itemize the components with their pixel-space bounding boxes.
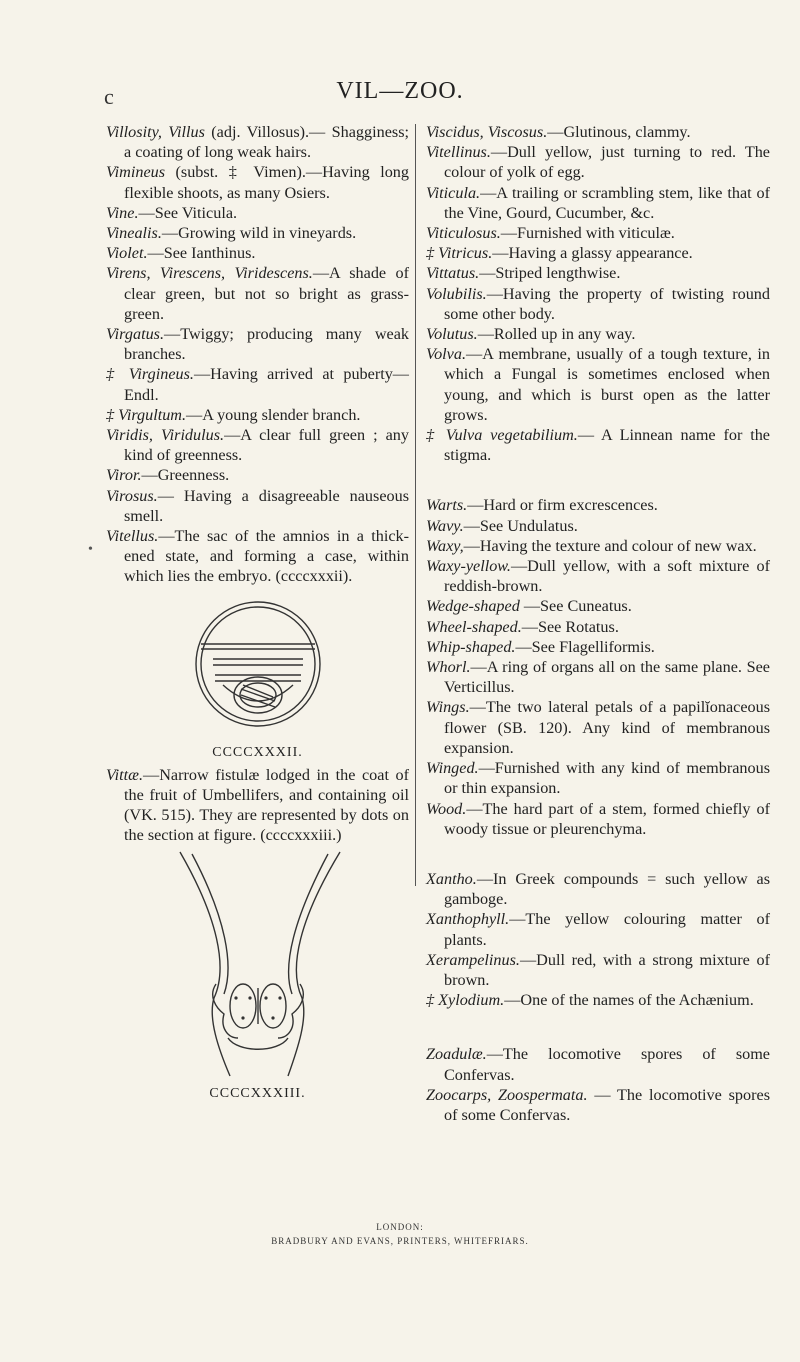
dictionary-entry (426, 516, 770, 536)
dictionary-entry (426, 909, 770, 949)
entry-headword: Xerampelinus. (426, 950, 520, 969)
dictionary-entry (426, 263, 770, 283)
dictionary-entry (426, 425, 770, 465)
dictionary-entry (426, 637, 770, 657)
entry-definition: —One of the names of the Achænium. (504, 991, 754, 1010)
running-head: VIL—ZOO. (336, 78, 464, 104)
entry-headword: Volva. (426, 345, 467, 364)
entry-definition: —Hard or firm excrescences. (467, 496, 658, 515)
column-rule (415, 124, 416, 886)
entry-headword: Wedge-shaped (426, 597, 520, 616)
dictionary-entry (426, 596, 770, 616)
entry-definition: — The locomotive spores of some Confervas. (444, 1085, 770, 1124)
right-group-z (426, 1044, 770, 1125)
right-group-w (426, 495, 770, 838)
dictionary-entry (426, 617, 770, 637)
entry-headword: Viticulosus. (426, 224, 501, 243)
dictionary-entry (106, 223, 409, 243)
dictionary-entry (426, 990, 770, 1010)
entry-definition: —See Undulatus. (463, 516, 578, 535)
entry-definition: —Having arrived at puberty—Endl. (124, 365, 409, 404)
dictionary-entry (106, 122, 409, 162)
entry-headword: Vittæ. (106, 765, 144, 784)
entry-definition: —The hard part of a stem, formed chiefly of woody tissue or pleurenchyma. (444, 799, 770, 838)
dictionary-entry (426, 223, 770, 243)
dictionary-entry (106, 526, 409, 587)
right-column (426, 122, 770, 1125)
entry-definition: (adj. Villosus).— Shagginess; a coating of long weak hairs. (124, 123, 409, 162)
entry-definition: —Dull yellow, with a soft mixture of reddish-brown. (444, 557, 770, 596)
entry-definition: —The yellow colouring matter of plants. (444, 910, 770, 949)
dictionary-entry (426, 556, 770, 596)
entry-definition: —A shade of clear green, but not so bright as grass-green. (124, 264, 409, 323)
figure-caption-ccccxxxiii: CCCCXXXIII. (209, 1085, 306, 1101)
dictionary-entry (426, 284, 770, 324)
entry-definition: —The locomotive spores of some Confervas. (444, 1045, 770, 1084)
dictionary-entry (426, 869, 770, 909)
entry-definition: —Greenness. (141, 466, 230, 485)
entry-headword: Whorl. (426, 658, 471, 677)
entry-headword: Viror. (106, 466, 142, 485)
left-entries-b (106, 765, 409, 846)
entry-definition: —See Cuneatus. (519, 597, 632, 616)
entry-headword: Wavy. (426, 516, 464, 535)
entry-headword: Warts. (426, 496, 468, 515)
dictionary-entry (106, 425, 409, 465)
entry-definition: — Having a disagreeable nauseous smell. (124, 486, 409, 525)
entry-definition: — A Linnean name for the stigma. (444, 426, 770, 465)
dictionary-entry (106, 405, 409, 425)
umbellifer-fruit-section-illustration (168, 848, 348, 1080)
entry-definition: —Dull red, with a strong mixture of brown. (444, 950, 770, 989)
page-letter: c (104, 84, 114, 109)
left-entries-a (106, 122, 409, 587)
entry-headword: Viticula. (426, 183, 481, 202)
entry-headword: ‡ Virgultum. (106, 405, 187, 424)
dictionary-entry (426, 183, 770, 223)
entry-headword: Vinealis. (106, 224, 162, 243)
entry-headword: Vitellus. (106, 527, 159, 546)
dictionary-entry (426, 657, 770, 697)
left-column (106, 122, 409, 1106)
dictionary-entry (426, 950, 770, 990)
entry-definition: —Furnished with viticulæ. (500, 224, 675, 243)
dictionary-entry (426, 536, 770, 556)
entry-definition: —Twiggy; producing many weak branches. (124, 325, 409, 364)
entry-headword: Virgatus. (106, 325, 165, 344)
imprint-city: LONDON: (376, 1222, 424, 1232)
entry-definition: —A ring of organs all on the same plane. See Verticillus. (444, 658, 770, 697)
entry-definition: —A young slender branch. (186, 405, 361, 424)
entry-definition: —In Greek compounds = such yellow as gamboge. (444, 869, 770, 909)
entry-definition: —See Ianthinus. (147, 244, 256, 263)
dictionary-entry (106, 765, 409, 846)
dictionary-entry (106, 203, 409, 223)
entry-headword: Volubilis. (426, 284, 487, 303)
entry-headword: Xantho. (426, 869, 477, 888)
dictionary-entry (426, 1085, 770, 1125)
entry-headword: Zoadulæ. (426, 1045, 487, 1064)
dictionary-entry (106, 486, 409, 526)
entry-headword: Vine. (106, 203, 139, 222)
entry-definition: —Rolled up in any way. (477, 325, 636, 344)
dictionary-entry (426, 697, 770, 758)
entry-definition: —See Viticula. (138, 203, 238, 222)
entry-definition: —A clear full green ; any kind of greenness. (124, 426, 409, 465)
dictionary-entry (106, 263, 409, 324)
entry-definition: —Striped lengthwise. (479, 264, 621, 283)
figure-ccccxxxiii (106, 848, 409, 1104)
entry-headword: Volutus. (426, 325, 478, 344)
entry-definition: —A trailing or scrambling stem, like that of the Vine, Gourd, Cucumber, &c. (444, 183, 770, 222)
entry-headword: ‡ Vitricus. (426, 244, 493, 263)
dictionary-entry (426, 495, 770, 515)
entry-headword: Vittatus. (426, 264, 480, 283)
dictionary-entry (106, 324, 409, 364)
entry-headword: Viscidus, Viscosus. (426, 123, 548, 141)
entry-headword: ‡ Xylodium. (426, 991, 505, 1010)
entry-definition: —Having the texture and colour of new wax. (463, 536, 757, 555)
entry-headword: Waxy, (426, 536, 464, 555)
entry-headword: Wheel-shaped. (426, 617, 522, 636)
dictionary-entry (426, 758, 770, 798)
dictionary-entry (426, 324, 770, 344)
entry-headword: Villosity, Villus (106, 123, 205, 141)
dictionary-entry (106, 243, 409, 263)
entry-definition: —Narrow fistulæ lodged in the coat of the fruit of Umbellifers, and containing oil (VK. 515). They are represented by dots on the section at figure. (ccccxxxiii.) (124, 765, 409, 845)
right-group-v (426, 122, 770, 465)
entry-headword: Wood. (426, 799, 467, 818)
margin-mark: • (88, 542, 93, 557)
entry-definition: —See Rotatus. (521, 617, 619, 636)
entry-definition: —See Flagelliformis. (515, 637, 655, 656)
entry-headword: Waxy-yellow. (426, 557, 511, 576)
entry-headword: ‡ Vulva vegetabilium. (426, 426, 578, 445)
dictionary-entry (426, 344, 770, 425)
entry-headword: Whip-shaped. (426, 637, 516, 656)
entry-headword: Xanthophyll. (426, 910, 510, 929)
entry-definition: —Dull yellow, just turning to red. The colour of yolk of egg. (444, 143, 770, 182)
entry-definition: —Growing wild in vineyards. (161, 224, 357, 243)
entry-headword: Zoocarps, Zoospermata. (426, 1085, 588, 1104)
entry-headword: Virosus. (106, 486, 158, 505)
dictionary-entry (426, 122, 770, 142)
entry-definition: —Furnished with any kind of membranous or thin expansion. (444, 759, 770, 798)
entry-headword: Wings. (426, 698, 470, 717)
right-group-x (426, 869, 770, 1010)
entry-headword: Viridis, Viridulus. (106, 426, 225, 445)
imprint-printer: BRADBURY AND EVANS, PRINTERS, WHITEFRIARS. (271, 1236, 529, 1246)
dictionary-entry (426, 799, 770, 839)
entry-headword: Vimineus (106, 163, 166, 182)
dictionary-entry (426, 1044, 770, 1084)
entry-headword: Vitellinus. (426, 143, 491, 162)
entry-headword: Violet. (106, 244, 148, 263)
entry-definition: —The sac of the amnios in a thickened state, and forming a case, within which lies the embryo. (ccccxxxii). (124, 527, 409, 586)
entry-definition: (subst. ‡ Vimen).—Having long flexible shoots, as many Osiers. (124, 163, 409, 202)
dictionary-entry (426, 142, 770, 182)
entry-definition: —Having a glassy appearance. (492, 244, 693, 263)
entry-headword: ‡ Virgineus. (106, 365, 194, 384)
entry-definition: —Glutinous, clammy. (547, 123, 691, 141)
dictionary-entry (426, 243, 770, 263)
entry-headword: Virens, Virescens, Viridescens. (106, 264, 313, 283)
entry-definition: —The two lateral petals of a papilĭonaceous flower (SB. 120). Any kind of membranous expansion. (444, 698, 770, 757)
dictionary-entry (106, 162, 409, 202)
dictionary-entry (106, 364, 409, 404)
entry-definition: —A membrane, usually of a tough texture, in which a Fungal is sometimes enclosed when young, and which is burst open as the latter grows. (444, 345, 770, 424)
figure-caption-ccccxxxii: CCCCXXXII. (212, 744, 303, 760)
entry-definition: —Having the property of twisting round some other body. (444, 284, 770, 323)
vitellus-illustration (183, 589, 333, 739)
figure-ccccxxxii (106, 589, 409, 763)
dictionary-entry (106, 465, 409, 485)
entry-headword: Winged. (426, 759, 479, 778)
